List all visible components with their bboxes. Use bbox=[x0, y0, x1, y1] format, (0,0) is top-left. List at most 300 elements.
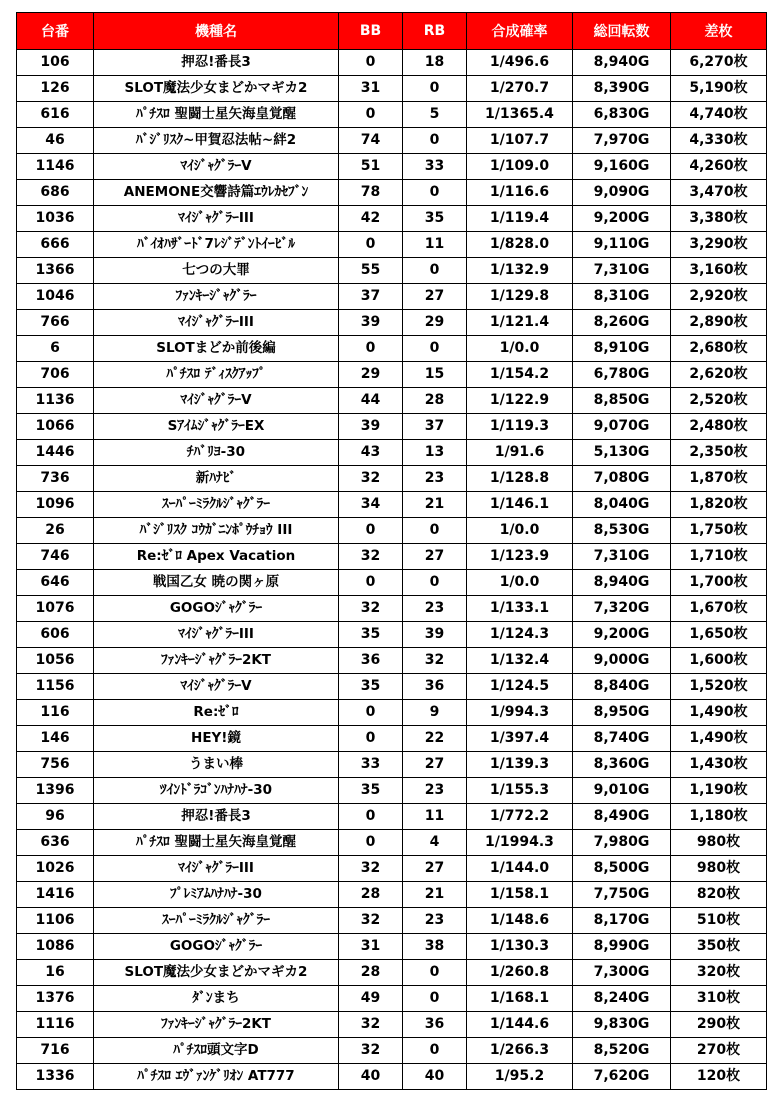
table-row bbox=[17, 960, 767, 986]
cell-machine-name: ﾊﾟﾁｽﾛ ｴｳﾞｧﾝｹﾞﾘｵﾝ AT777 bbox=[94, 1064, 339, 1090]
cell-bb-count: 40 bbox=[339, 1064, 403, 1090]
cell-combined-probability: 1/1365.4 bbox=[467, 102, 573, 128]
header-row bbox=[17, 13, 767, 50]
cell-medal-difference: 1,180枚 bbox=[671, 804, 767, 830]
cell-medal-difference: 2,620枚 bbox=[671, 362, 767, 388]
cell-rb-count: 27 bbox=[403, 752, 467, 778]
cell-combined-probability: 1/144.6 bbox=[467, 1012, 573, 1038]
table-row bbox=[17, 804, 767, 830]
table-row bbox=[17, 986, 767, 1012]
cell-total-spins: 7,080G bbox=[573, 466, 671, 492]
cell-total-spins: 8,500G bbox=[573, 856, 671, 882]
cell-rb-count: 0 bbox=[403, 76, 467, 102]
cell-total-spins: 8,390G bbox=[573, 76, 671, 102]
cell-bb-count: 0 bbox=[339, 102, 403, 128]
cell-medal-difference: 2,350枚 bbox=[671, 440, 767, 466]
cell-medal-difference: 2,520枚 bbox=[671, 388, 767, 414]
cell-total-spins: 8,240G bbox=[573, 986, 671, 1012]
cell-medal-difference: 1,490枚 bbox=[671, 700, 767, 726]
cell-total-spins: 9,000G bbox=[573, 648, 671, 674]
cell-total-spins: 6,830G bbox=[573, 102, 671, 128]
cell-total-spins: 8,260G bbox=[573, 310, 671, 336]
cell-total-spins: 8,740G bbox=[573, 726, 671, 752]
table-row bbox=[17, 284, 767, 310]
cell-medal-difference: 2,890枚 bbox=[671, 310, 767, 336]
table-row bbox=[17, 778, 767, 804]
cell-bb-count: 42 bbox=[339, 206, 403, 232]
table-row bbox=[17, 310, 767, 336]
cell-medal-difference: 350枚 bbox=[671, 934, 767, 960]
cell-machine-number: 616 bbox=[17, 102, 94, 128]
cell-medal-difference: 3,380枚 bbox=[671, 206, 767, 232]
cell-bb-count: 0 bbox=[339, 232, 403, 258]
table-row bbox=[17, 258, 767, 284]
cell-rb-count: 23 bbox=[403, 778, 467, 804]
cell-machine-name: ﾊﾟﾁｽﾛ 聖闘士星矢海皇覚醒 bbox=[94, 102, 339, 128]
cell-bb-count: 74 bbox=[339, 128, 403, 154]
cell-rb-count: 13 bbox=[403, 440, 467, 466]
cell-machine-name: 押忍!番長3 bbox=[94, 804, 339, 830]
cell-total-spins: 9,200G bbox=[573, 206, 671, 232]
cell-total-spins: 9,830G bbox=[573, 1012, 671, 1038]
cell-bb-count: 35 bbox=[339, 778, 403, 804]
cell-medal-difference: 6,270枚 bbox=[671, 50, 767, 76]
cell-medal-difference: 310枚 bbox=[671, 986, 767, 1012]
cell-combined-probability: 1/772.2 bbox=[467, 804, 573, 830]
cell-machine-number: 1336 bbox=[17, 1064, 94, 1090]
cell-machine-number: 146 bbox=[17, 726, 94, 752]
table-row bbox=[17, 752, 767, 778]
slot-results-table bbox=[16, 12, 767, 1090]
cell-rb-count: 38 bbox=[403, 934, 467, 960]
cell-rb-count: 0 bbox=[403, 1038, 467, 1064]
cell-total-spins: 8,040G bbox=[573, 492, 671, 518]
header-combined-probability: 合成確率 bbox=[467, 13, 573, 50]
cell-machine-name: ﾌｧﾝｷｰｼﾞｬｸﾞﾗｰ2KT bbox=[94, 1012, 339, 1038]
cell-rb-count: 36 bbox=[403, 674, 467, 700]
cell-medal-difference: 1,600枚 bbox=[671, 648, 767, 674]
cell-machine-number: 1036 bbox=[17, 206, 94, 232]
cell-bb-count: 0 bbox=[339, 804, 403, 830]
cell-medal-difference: 3,160枚 bbox=[671, 258, 767, 284]
cell-combined-probability: 1/124.5 bbox=[467, 674, 573, 700]
table-row bbox=[17, 856, 767, 882]
cell-rb-count: 29 bbox=[403, 310, 467, 336]
cell-machine-number: 1156 bbox=[17, 674, 94, 700]
cell-rb-count: 0 bbox=[403, 258, 467, 284]
cell-bb-count: 0 bbox=[339, 570, 403, 596]
cell-machine-name: ﾊﾞｼﾞﾘｽｸ~甲賀忍法帖~絆2 bbox=[94, 128, 339, 154]
cell-machine-number: 1146 bbox=[17, 154, 94, 180]
cell-machine-name: ﾌｧﾝｷｰｼﾞｬｸﾞﾗｰ2KT bbox=[94, 648, 339, 674]
cell-combined-probability: 1/994.3 bbox=[467, 700, 573, 726]
cell-machine-name: ﾊﾞｼﾞﾘｽｸ ｺｳｶﾞﾆﾝﾎﾟｳﾁｮｳ III bbox=[94, 518, 339, 544]
table-row bbox=[17, 830, 767, 856]
header-medal-difference: 差枚 bbox=[671, 13, 767, 50]
cell-rb-count: 0 bbox=[403, 180, 467, 206]
cell-bb-count: 28 bbox=[339, 882, 403, 908]
cell-machine-number: 636 bbox=[17, 830, 94, 856]
cell-rb-count: 18 bbox=[403, 50, 467, 76]
cell-medal-difference: 4,740枚 bbox=[671, 102, 767, 128]
cell-machine-number: 1086 bbox=[17, 934, 94, 960]
cell-bb-count: 35 bbox=[339, 674, 403, 700]
cell-machine-number: 746 bbox=[17, 544, 94, 570]
cell-combined-probability: 1/95.2 bbox=[467, 1064, 573, 1090]
cell-bb-count: 32 bbox=[339, 466, 403, 492]
cell-machine-number: 1116 bbox=[17, 1012, 94, 1038]
cell-total-spins: 8,990G bbox=[573, 934, 671, 960]
cell-bb-count: 39 bbox=[339, 414, 403, 440]
cell-medal-difference: 510枚 bbox=[671, 908, 767, 934]
cell-medal-difference: 4,260枚 bbox=[671, 154, 767, 180]
cell-combined-probability: 1/119.3 bbox=[467, 414, 573, 440]
cell-bb-count: 32 bbox=[339, 908, 403, 934]
cell-total-spins: 7,300G bbox=[573, 960, 671, 986]
table-row bbox=[17, 882, 767, 908]
cell-machine-name: ﾁﾊﾞﾘﾖ-30 bbox=[94, 440, 339, 466]
table-row bbox=[17, 648, 767, 674]
cell-machine-name: 新ﾊﾅﾋﾞ bbox=[94, 466, 339, 492]
cell-machine-number: 1136 bbox=[17, 388, 94, 414]
cell-machine-number: 756 bbox=[17, 752, 94, 778]
cell-bb-count: 43 bbox=[339, 440, 403, 466]
cell-bb-count: 35 bbox=[339, 622, 403, 648]
cell-machine-name: うまい棒 bbox=[94, 752, 339, 778]
cell-machine-number: 1106 bbox=[17, 908, 94, 934]
cell-machine-number: 606 bbox=[17, 622, 94, 648]
cell-medal-difference: 1,710枚 bbox=[671, 544, 767, 570]
cell-total-spins: 8,910G bbox=[573, 336, 671, 362]
cell-total-spins: 5,130G bbox=[573, 440, 671, 466]
cell-rb-count: 23 bbox=[403, 466, 467, 492]
cell-combined-probability: 1/496.6 bbox=[467, 50, 573, 76]
cell-medal-difference: 290枚 bbox=[671, 1012, 767, 1038]
cell-rb-count: 23 bbox=[403, 596, 467, 622]
cell-machine-name: ﾌｧﾝｷｰｼﾞｬｸﾞﾗｰ bbox=[94, 284, 339, 310]
cell-rb-count: 21 bbox=[403, 882, 467, 908]
cell-bb-count: 49 bbox=[339, 986, 403, 1012]
cell-machine-number: 116 bbox=[17, 700, 94, 726]
table-row bbox=[17, 154, 767, 180]
cell-medal-difference: 1,490枚 bbox=[671, 726, 767, 752]
cell-rb-count: 27 bbox=[403, 856, 467, 882]
cell-machine-name: Re:ｾﾞﾛ bbox=[94, 700, 339, 726]
cell-rb-count: 0 bbox=[403, 128, 467, 154]
table-row bbox=[17, 1012, 767, 1038]
cell-bb-count: 33 bbox=[339, 752, 403, 778]
cell-machine-name: ﾊﾟﾁｽﾛ ﾃﾞｨｽｸｱｯﾌﾟ bbox=[94, 362, 339, 388]
table-row bbox=[17, 726, 767, 752]
table-row bbox=[17, 388, 767, 414]
cell-combined-probability: 1/397.4 bbox=[467, 726, 573, 752]
cell-rb-count: 0 bbox=[403, 960, 467, 986]
cell-machine-number: 1046 bbox=[17, 284, 94, 310]
cell-combined-probability: 1/132.9 bbox=[467, 258, 573, 284]
header-machine-name: 機種名 bbox=[94, 13, 339, 50]
table-row bbox=[17, 596, 767, 622]
cell-bb-count: 28 bbox=[339, 960, 403, 986]
cell-combined-probability: 1/116.6 bbox=[467, 180, 573, 206]
cell-combined-probability: 1/0.0 bbox=[467, 518, 573, 544]
cell-machine-number: 46 bbox=[17, 128, 94, 154]
cell-combined-probability: 1/128.8 bbox=[467, 466, 573, 492]
cell-rb-count: 33 bbox=[403, 154, 467, 180]
cell-rb-count: 0 bbox=[403, 570, 467, 596]
cell-machine-name: ﾂｲﾝﾄﾞﾗｺﾞﾝﾊﾅﾊﾅ-30 bbox=[94, 778, 339, 804]
cell-machine-name: Re:ｾﾞﾛ Apex Vacation bbox=[94, 544, 339, 570]
cell-combined-probability: 1/148.6 bbox=[467, 908, 573, 934]
table-row bbox=[17, 1038, 767, 1064]
cell-machine-number: 736 bbox=[17, 466, 94, 492]
cell-rb-count: 32 bbox=[403, 648, 467, 674]
cell-machine-name: ﾏｲｼﾞｬｸﾞﾗｰV bbox=[94, 388, 339, 414]
cell-bb-count: 55 bbox=[339, 258, 403, 284]
cell-machine-number: 766 bbox=[17, 310, 94, 336]
cell-machine-number: 646 bbox=[17, 570, 94, 596]
cell-bb-count: 36 bbox=[339, 648, 403, 674]
table-row bbox=[17, 700, 767, 726]
cell-rb-count: 23 bbox=[403, 908, 467, 934]
cell-rb-count: 11 bbox=[403, 804, 467, 830]
header-bb: BB bbox=[339, 13, 403, 50]
cell-machine-number: 716 bbox=[17, 1038, 94, 1064]
cell-total-spins: 9,160G bbox=[573, 154, 671, 180]
cell-medal-difference: 120枚 bbox=[671, 1064, 767, 1090]
cell-bb-count: 32 bbox=[339, 856, 403, 882]
cell-rb-count: 28 bbox=[403, 388, 467, 414]
cell-combined-probability: 1/129.8 bbox=[467, 284, 573, 310]
cell-machine-number: 1376 bbox=[17, 986, 94, 1012]
cell-bb-count: 32 bbox=[339, 1012, 403, 1038]
cell-medal-difference: 820枚 bbox=[671, 882, 767, 908]
cell-medal-difference: 2,920枚 bbox=[671, 284, 767, 310]
cell-rb-count: 5 bbox=[403, 102, 467, 128]
cell-rb-count: 35 bbox=[403, 206, 467, 232]
cell-medal-difference: 980枚 bbox=[671, 856, 767, 882]
table-row bbox=[17, 674, 767, 700]
cell-machine-name: ﾀﾞﾝまち bbox=[94, 986, 339, 1012]
table-row bbox=[17, 232, 767, 258]
table-row bbox=[17, 76, 767, 102]
cell-combined-probability: 1/139.3 bbox=[467, 752, 573, 778]
cell-rb-count: 37 bbox=[403, 414, 467, 440]
cell-total-spins: 7,980G bbox=[573, 830, 671, 856]
cell-machine-number: 1366 bbox=[17, 258, 94, 284]
cell-combined-probability: 1/158.1 bbox=[467, 882, 573, 908]
cell-machine-number: 1096 bbox=[17, 492, 94, 518]
cell-bb-count: 34 bbox=[339, 492, 403, 518]
cell-machine-name: SLOT魔法少女まどかマギカ2 bbox=[94, 76, 339, 102]
cell-combined-probability: 1/168.1 bbox=[467, 986, 573, 1012]
cell-rb-count: 27 bbox=[403, 284, 467, 310]
cell-rb-count: 9 bbox=[403, 700, 467, 726]
header-total-spins: 総回転数 bbox=[573, 13, 671, 50]
table-row bbox=[17, 934, 767, 960]
cell-machine-number: 1416 bbox=[17, 882, 94, 908]
cell-total-spins: 7,310G bbox=[573, 258, 671, 284]
cell-machine-number: 26 bbox=[17, 518, 94, 544]
cell-combined-probability: 1/132.4 bbox=[467, 648, 573, 674]
cell-total-spins: 7,620G bbox=[573, 1064, 671, 1090]
cell-medal-difference: 980枚 bbox=[671, 830, 767, 856]
cell-machine-name: HEY!鏡 bbox=[94, 726, 339, 752]
cell-bb-count: 0 bbox=[339, 50, 403, 76]
cell-medal-difference: 1,430枚 bbox=[671, 752, 767, 778]
cell-total-spins: 9,110G bbox=[573, 232, 671, 258]
cell-total-spins: 8,940G bbox=[573, 50, 671, 76]
cell-bb-count: 0 bbox=[339, 830, 403, 856]
cell-total-spins: 9,200G bbox=[573, 622, 671, 648]
header-rb: RB bbox=[403, 13, 467, 50]
cell-total-spins: 8,950G bbox=[573, 700, 671, 726]
cell-machine-number: 686 bbox=[17, 180, 94, 206]
table-row bbox=[17, 1064, 767, 1090]
cell-total-spins: 7,310G bbox=[573, 544, 671, 570]
cell-machine-number: 6 bbox=[17, 336, 94, 362]
cell-medal-difference: 1,700枚 bbox=[671, 570, 767, 596]
cell-total-spins: 8,360G bbox=[573, 752, 671, 778]
table-row bbox=[17, 180, 767, 206]
cell-total-spins: 8,310G bbox=[573, 284, 671, 310]
cell-medal-difference: 2,680枚 bbox=[671, 336, 767, 362]
table-row bbox=[17, 50, 767, 76]
cell-machine-number: 16 bbox=[17, 960, 94, 986]
cell-rb-count: 22 bbox=[403, 726, 467, 752]
cell-total-spins: 9,010G bbox=[573, 778, 671, 804]
cell-combined-probability: 1/828.0 bbox=[467, 232, 573, 258]
table-row bbox=[17, 336, 767, 362]
cell-machine-name: ﾏｲｼﾞｬｸﾞﾗｰIII bbox=[94, 206, 339, 232]
cell-medal-difference: 1,650枚 bbox=[671, 622, 767, 648]
cell-combined-probability: 1/0.0 bbox=[467, 570, 573, 596]
table-row bbox=[17, 622, 767, 648]
cell-machine-name: ANEMONE交響詩篇ｴｳﾚｶｾﾌﾞﾝ bbox=[94, 180, 339, 206]
table-row bbox=[17, 440, 767, 466]
cell-combined-probability: 1/130.3 bbox=[467, 934, 573, 960]
cell-medal-difference: 1,520枚 bbox=[671, 674, 767, 700]
cell-machine-name: ﾊﾟﾁｽﾛ 聖闘士星矢海皇覚醒 bbox=[94, 830, 339, 856]
cell-machine-number: 106 bbox=[17, 50, 94, 76]
cell-rb-count: 27 bbox=[403, 544, 467, 570]
cell-machine-name: ｽｰﾊﾟｰﾐﾗｸﾙｼﾞｬｸﾞﾗｰ bbox=[94, 908, 339, 934]
cell-medal-difference: 1,190枚 bbox=[671, 778, 767, 804]
cell-machine-number: 1026 bbox=[17, 856, 94, 882]
cell-combined-probability: 1/123.9 bbox=[467, 544, 573, 570]
cell-machine-name: ﾏｲｼﾞｬｸﾞﾗｰIII bbox=[94, 622, 339, 648]
cell-combined-probability: 1/270.7 bbox=[467, 76, 573, 102]
cell-bb-count: 29 bbox=[339, 362, 403, 388]
cell-combined-probability: 1/119.4 bbox=[467, 206, 573, 232]
cell-bb-count: 51 bbox=[339, 154, 403, 180]
cell-medal-difference: 3,470枚 bbox=[671, 180, 767, 206]
cell-rb-count: 15 bbox=[403, 362, 467, 388]
cell-rb-count: 36 bbox=[403, 1012, 467, 1038]
cell-machine-number: 1066 bbox=[17, 414, 94, 440]
cell-rb-count: 4 bbox=[403, 830, 467, 856]
table-row bbox=[17, 544, 767, 570]
table-row bbox=[17, 414, 767, 440]
cell-medal-difference: 270枚 bbox=[671, 1038, 767, 1064]
cell-combined-probability: 1/91.6 bbox=[467, 440, 573, 466]
cell-bb-count: 31 bbox=[339, 934, 403, 960]
cell-machine-number: 126 bbox=[17, 76, 94, 102]
cell-total-spins: 8,840G bbox=[573, 674, 671, 700]
cell-rb-count: 0 bbox=[403, 986, 467, 1012]
cell-rb-count: 39 bbox=[403, 622, 467, 648]
table-row bbox=[17, 102, 767, 128]
cell-medal-difference: 5,190枚 bbox=[671, 76, 767, 102]
cell-total-spins: 6,780G bbox=[573, 362, 671, 388]
cell-combined-probability: 1/144.0 bbox=[467, 856, 573, 882]
cell-bb-count: 44 bbox=[339, 388, 403, 414]
cell-total-spins: 7,320G bbox=[573, 596, 671, 622]
cell-machine-name: SｱｲﾑｼﾞｬｸﾞﾗｰEX bbox=[94, 414, 339, 440]
cell-machine-name: SLOTまどか前後編 bbox=[94, 336, 339, 362]
cell-machine-name: ｽｰﾊﾟｰﾐﾗｸﾙｼﾞｬｸﾞﾗｰ bbox=[94, 492, 339, 518]
cell-medal-difference: 1,870枚 bbox=[671, 466, 767, 492]
cell-machine-name: SLOT魔法少女まどかマギカ2 bbox=[94, 960, 339, 986]
cell-combined-probability: 1/1994.3 bbox=[467, 830, 573, 856]
cell-machine-number: 1396 bbox=[17, 778, 94, 804]
cell-machine-name: ﾊﾞｲｵﾊｻﾞｰﾄﾞ7ﾚｼﾞﾃﾞﾝﾄｲｰﾋﾞﾙ bbox=[94, 232, 339, 258]
cell-machine-name: ﾌﾟﾚﾐｱﾑﾊﾅﾊﾅ-30 bbox=[94, 882, 339, 908]
cell-rb-count: 40 bbox=[403, 1064, 467, 1090]
cell-medal-difference: 2,480枚 bbox=[671, 414, 767, 440]
cell-combined-probability: 1/146.1 bbox=[467, 492, 573, 518]
cell-combined-probability: 1/122.9 bbox=[467, 388, 573, 414]
cell-bb-count: 0 bbox=[339, 336, 403, 362]
cell-combined-probability: 1/124.3 bbox=[467, 622, 573, 648]
cell-machine-name: ﾊﾟﾁｽﾛ頭文字D bbox=[94, 1038, 339, 1064]
cell-machine-name: ﾏｲｼﾞｬｸﾞﾗｰIII bbox=[94, 310, 339, 336]
cell-bb-count: 0 bbox=[339, 726, 403, 752]
cell-bb-count: 31 bbox=[339, 76, 403, 102]
cell-rb-count: 0 bbox=[403, 518, 467, 544]
table-row bbox=[17, 362, 767, 388]
cell-machine-number: 1076 bbox=[17, 596, 94, 622]
cell-rb-count: 0 bbox=[403, 336, 467, 362]
cell-machine-name: GOGOｼﾞｬｸﾞﾗｰ bbox=[94, 596, 339, 622]
cell-bb-count: 32 bbox=[339, 544, 403, 570]
cell-machine-name: 七つの大罪 bbox=[94, 258, 339, 284]
cell-total-spins: 7,750G bbox=[573, 882, 671, 908]
cell-combined-probability: 1/109.0 bbox=[467, 154, 573, 180]
cell-bb-count: 0 bbox=[339, 518, 403, 544]
cell-total-spins: 8,490G bbox=[573, 804, 671, 830]
cell-medal-difference: 320枚 bbox=[671, 960, 767, 986]
cell-combined-probability: 1/133.1 bbox=[467, 596, 573, 622]
cell-rb-count: 11 bbox=[403, 232, 467, 258]
table-row bbox=[17, 128, 767, 154]
table-row bbox=[17, 206, 767, 232]
cell-bb-count: 32 bbox=[339, 1038, 403, 1064]
cell-medal-difference: 4,330枚 bbox=[671, 128, 767, 154]
cell-machine-name: ﾏｲｼﾞｬｸﾞﾗｰIII bbox=[94, 856, 339, 882]
cell-medal-difference: 3,290枚 bbox=[671, 232, 767, 258]
cell-machine-number: 706 bbox=[17, 362, 94, 388]
header-machine-number: 台番 bbox=[17, 13, 94, 50]
table-row bbox=[17, 570, 767, 596]
table-row bbox=[17, 908, 767, 934]
cell-bb-count: 37 bbox=[339, 284, 403, 310]
cell-total-spins: 8,170G bbox=[573, 908, 671, 934]
cell-combined-probability: 1/107.7 bbox=[467, 128, 573, 154]
cell-bb-count: 39 bbox=[339, 310, 403, 336]
table-row bbox=[17, 466, 767, 492]
table-row bbox=[17, 518, 767, 544]
cell-machine-number: 666 bbox=[17, 232, 94, 258]
